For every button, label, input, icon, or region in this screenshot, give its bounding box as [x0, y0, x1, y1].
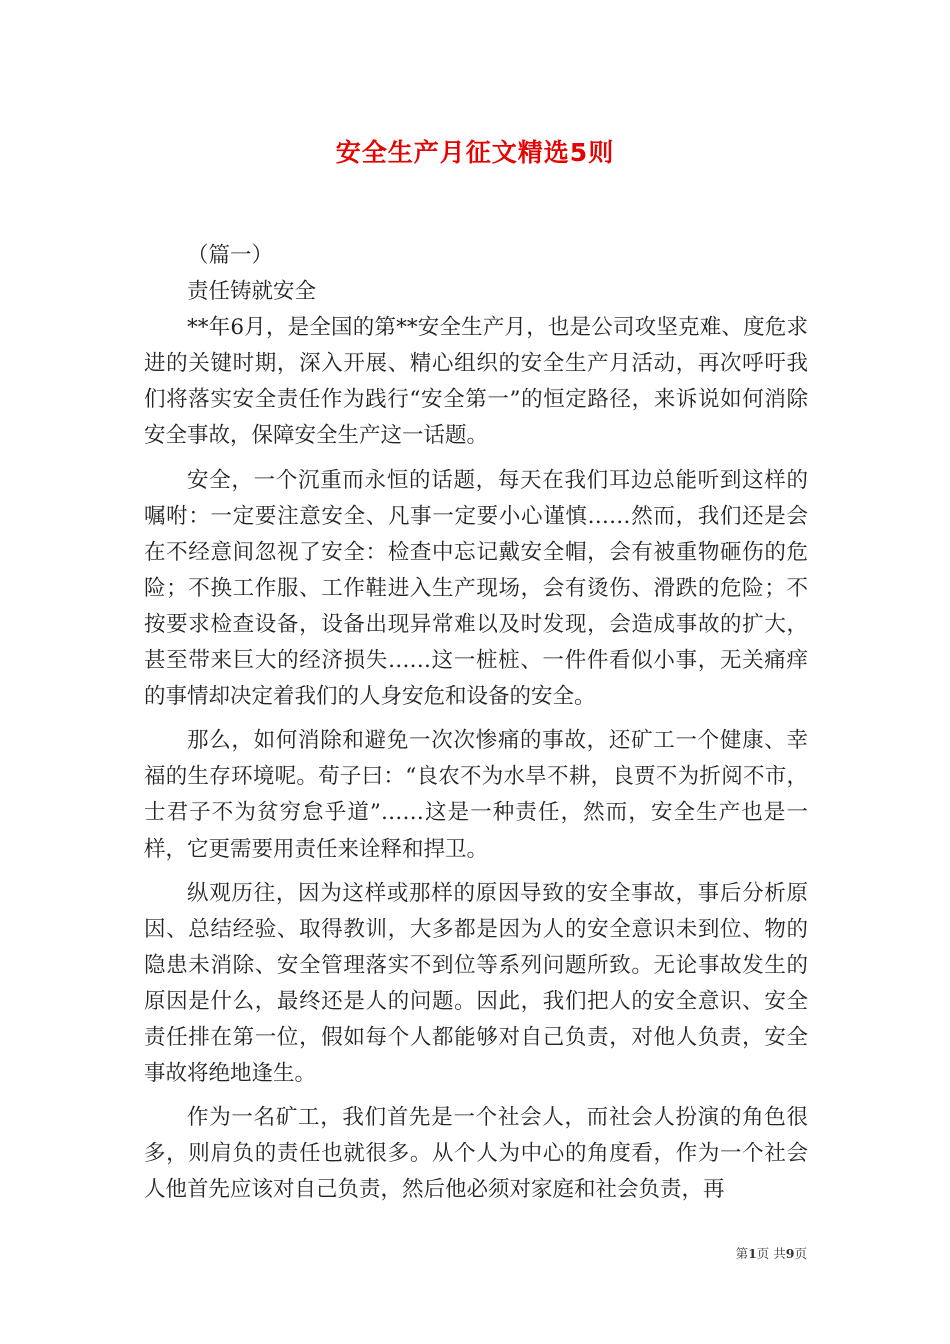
- paragraph: **年6月，是全国的第**安全生产月，也是公司攻坚克难、度危求进的关键时期，深入开展、精心组织的安全生产月活动，再次呼吁我们将落实安全责任作为践行“安全第一”的恒定路径，来诉说如何消除安全事故，保障安全生产这一话题。: [144, 315, 808, 449]
- paragraph: 作为一名矿工，我们首先是一个社会人，而社会人扮演的角色很多，则肩负的责任也就很多。从个人为中心的角度看，作为一个社会人他首先应该对自己负责，然后他必须对家庭和社会负责，再: [144, 1105, 808, 1203]
- section-subtitle: 责任铸就安全: [187, 279, 317, 305]
- footer-middle: 页 共: [756, 1246, 786, 1261]
- paragraph: 那么，如何消除和避免一次次惨痛的事故，还矿工一个健康、幸福的生存环境呢。荀子曰：“良农不为水旱不耕，良贾不为折阅不市，士君子不为贫穷怠乎道”……这是一种责任，然而，安全生产也是一样，它更需要用责任来诠释和捍卫。: [144, 728, 808, 862]
- page-number-footer: [736, 1244, 807, 1262]
- footer-prefix: 第: [735, 1246, 749, 1261]
- footer-suffix: 页: [794, 1246, 807, 1261]
- paragraph: 纵观历往，因为这样或那样的原因导致的安全事故，事后分析原因、总结经验、取得教训，大多都是因为人的安全意识未到位、物的隐患未消除、安全管理落实不到位等系列问题所致。无论事故发生的原因是什么，最终还是人的问题。因此，我们把人的安全意识、安全责任排在第一位，假如每个人都能够对自己负责，对他人负责，安全事故将绝地逢生。: [144, 880, 808, 1087]
- document-body: [144, 238, 808, 1208]
- total-page-count: 9: [785, 1246, 795, 1261]
- document-title: 安全生产月征文精选5则: [335, 138, 615, 167]
- section-label: （篇一）: [187, 243, 274, 268]
- current-page-number: 1: [748, 1246, 757, 1261]
- paragraph: 安全，一个沉重而永恒的话题，每天在我们耳边总能听到这样的嘱咐：一定要注意安全、凡事一定要小心谨慎……然而，我们还是会在不经意间忽视了安全：检查中忘记戴安全帽，会有被重物砸伤的危险；不换工作服、工作鞋进入生产现场，会有烫伤、滑跌的危险；不按要求检查设备，设备出现异常难以及时发现，会造成事故的扩大，甚至带来巨大的经济损失……这一桩桩、一件件看似小事，无关痛痒的事情却决定着我们的人身安危和设备的安全。: [144, 467, 808, 710]
